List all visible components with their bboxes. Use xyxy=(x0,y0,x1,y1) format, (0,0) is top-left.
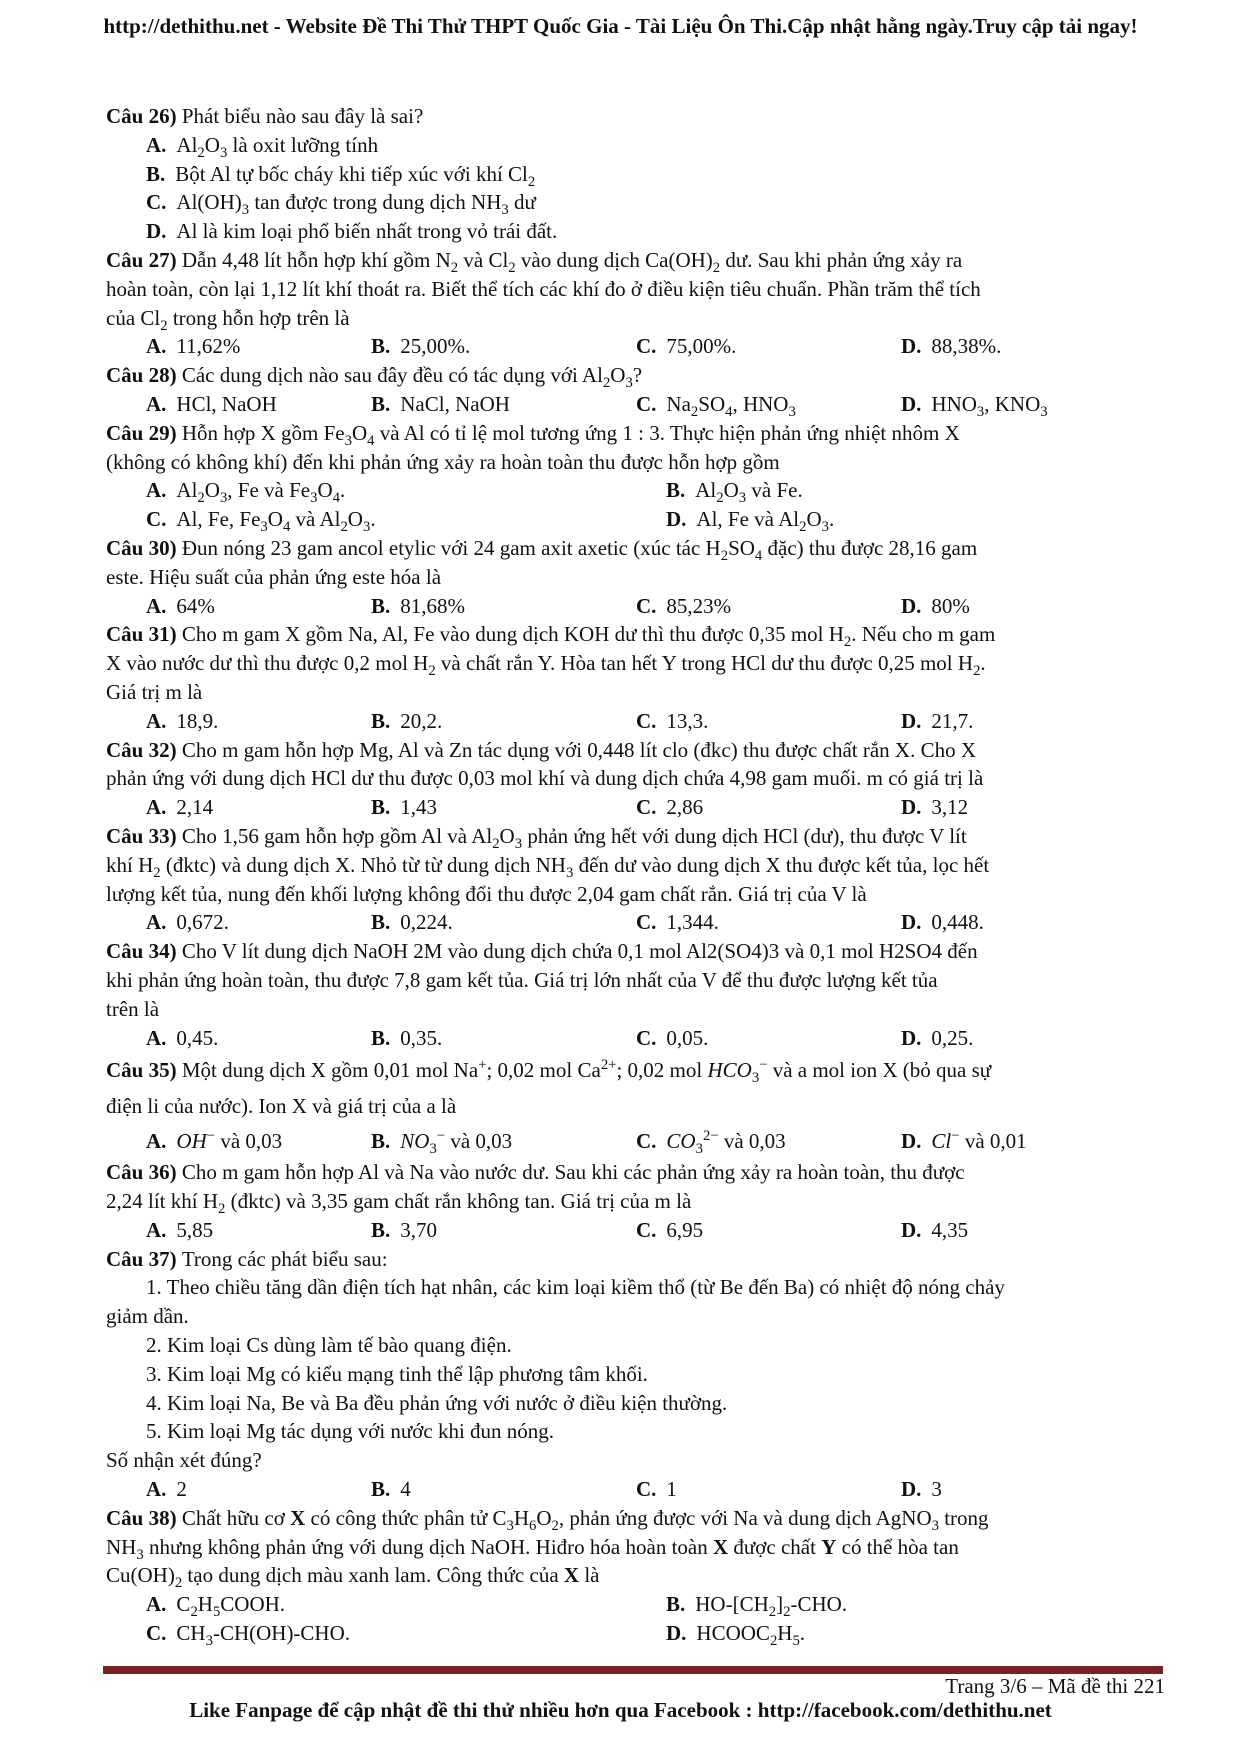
answer-option[interactable] xyxy=(666,505,1226,534)
option-text: 13,3. xyxy=(666,708,709,733)
option-row xyxy=(106,793,1166,822)
statement: 2. Kim loại Cs dùng làm tế bào quang điện. xyxy=(146,1333,512,1358)
answer-option[interactable] xyxy=(636,707,901,736)
question-block xyxy=(106,937,1166,1052)
question-text xyxy=(106,851,1166,880)
option-row xyxy=(106,592,1166,621)
option-row xyxy=(106,1124,1166,1158)
option-row xyxy=(106,1619,1166,1648)
answer-option[interactable] xyxy=(371,1024,636,1053)
question-block xyxy=(106,246,1166,361)
answer-option[interactable] xyxy=(106,332,371,361)
answer-option[interactable] xyxy=(106,160,535,189)
question-line: Dẫn 4,48 lít hỗn hợp khí gồm $N_2$ và $Cl_2$ vào dung dịch $Ca(OH)_2$ dư. Sau khi phản ứng xảy ra xyxy=(181,247,963,277)
answer-option[interactable] xyxy=(636,390,901,419)
answer-option[interactable] xyxy=(901,793,1166,822)
question-line: Hỗn hợp X gồm $Fe_3O_4$ và Al có tỉ lệ mol tương ứng 1 : 3. Thực hiện phản ứng nhiệt nhôm X xyxy=(181,420,960,449)
question-line: phản ứng với dung dịch HCl dư thu được 0,03 mol khí và dung dịch chứa 4,98 gam muối. m có giá trị là xyxy=(106,766,984,791)
question-text xyxy=(106,620,1166,649)
option-text: $Al_2O_3$, Fe và $Fe_3O_4$. xyxy=(176,478,346,507)
option-text: HCl, NaOH xyxy=(176,391,277,416)
option-text: 6,95 xyxy=(666,1217,704,1242)
statement: 1. Theo chiều tăng dần điện tích hạt nhân, các kim loại kiềm thổ (từ Be đến Ba) có nhiệt độ nóng chảy xyxy=(146,1275,1005,1300)
option-text: 21,7. xyxy=(931,708,974,733)
option-row xyxy=(106,131,1166,160)
question-line: X vào nước dư thì thu được 0,2 mol $H_2$ và chất rắn Y. Hòa tan hết Y trong HCl dư thu được 0,25 mol $H_2$. xyxy=(106,651,986,680)
question-line: Cho m gam X gồm Na, Al, Fe vào dung dịch KOH dư thì thu được 0,35 mol $H_2$. Nếu cho m gam xyxy=(181,622,996,651)
option-text: Al, Fe, $Fe_3O_4$ và $Al_2O_3$. xyxy=(176,507,376,536)
option-label: B. xyxy=(371,1129,391,1154)
question-text xyxy=(106,822,1166,851)
option-label: A. xyxy=(146,132,167,157)
option-text: 0,672. xyxy=(176,910,229,935)
option-label: D. xyxy=(146,219,167,244)
statement: 5. Kim loại Mg tác dụng với nước khi đun nóng. xyxy=(146,1419,555,1444)
answer-option[interactable] xyxy=(106,476,666,505)
answer-option[interactable] xyxy=(666,1619,1226,1648)
option-label: B. xyxy=(371,1477,391,1502)
option-row xyxy=(106,160,1166,189)
option-row xyxy=(106,1024,1166,1053)
option-label: D. xyxy=(901,910,922,935)
answer-option[interactable] xyxy=(371,592,636,621)
option-row xyxy=(106,217,1166,246)
option-text: 3,12 xyxy=(931,795,969,820)
answer-option[interactable] xyxy=(666,1590,1226,1619)
option-label: A. xyxy=(146,910,167,935)
option-label: D. xyxy=(901,1477,922,1502)
option-text: 80% xyxy=(931,593,970,618)
question-number: Câu 27) xyxy=(106,247,182,272)
question-text xyxy=(106,1245,1166,1274)
question-line: lượng kết tủa, nung đến khối lượng không đổi thu được 2,04 gam chất rắn. Giá trị của V là xyxy=(106,881,867,906)
question-line: điện li của nước). Ion X và giá trị của a là xyxy=(106,1094,457,1119)
option-label: C. xyxy=(146,1621,167,1646)
option-label: C. xyxy=(636,593,657,618)
answer-option[interactable] xyxy=(901,1216,1166,1245)
statement: giảm dần. xyxy=(106,1304,189,1329)
question-number: Câu 26) xyxy=(106,104,182,128)
option-label: B. xyxy=(666,478,686,503)
option-row xyxy=(106,476,1166,505)
option-label: D. xyxy=(666,1621,687,1646)
answer-option[interactable] xyxy=(371,707,636,736)
question-number: Câu 29) xyxy=(106,420,182,445)
option-text: 0,45. xyxy=(176,1025,219,1050)
page-info: Trang 3/6 – Mã đề thi 221 xyxy=(945,1674,1165,1698)
option-text: 1,344. xyxy=(666,910,719,935)
question-block xyxy=(106,1052,1166,1158)
option-label: A. xyxy=(146,1477,167,1502)
option-text: 1 xyxy=(666,1477,677,1502)
question-line: Cho 1,56 gam hỗn hợp gồm Al và $Al_2O_3$ phản ứng hết với dung dịch HCl (dư), thu được V lít xyxy=(181,823,967,853)
question-line: khi phản ứng hoàn toàn, thu được 7,8 gam kết tủa. Giá trị lớn nhất của V để thu được lượng kết tủa xyxy=(106,967,938,992)
option-label: B. xyxy=(666,1592,686,1617)
question-line: Trong các phát biểu sau: xyxy=(181,1246,388,1271)
question-text xyxy=(106,304,1166,333)
option-label: A. xyxy=(146,1129,167,1154)
option-label: A. xyxy=(146,1025,167,1050)
option-text: 4 xyxy=(400,1477,411,1502)
question-text xyxy=(106,448,1166,477)
question-text xyxy=(106,102,1166,131)
question-line: (không có không khí) đến khi phản ứng xảy ra hoàn toàn thu được hỗn hợp gồm xyxy=(106,449,780,474)
answer-option[interactable] xyxy=(901,1024,1166,1053)
question-text xyxy=(106,649,1166,678)
option-label: B. xyxy=(371,1217,391,1242)
option-label: A. xyxy=(146,1217,167,1242)
question-text xyxy=(106,1052,1166,1088)
question-text xyxy=(106,419,1166,448)
option-text: OH− và 0,03 xyxy=(176,1128,283,1154)
option-label: C. xyxy=(636,1217,657,1242)
option-text: 20,2. xyxy=(400,708,443,733)
option-text: 0,25. xyxy=(931,1025,974,1050)
answer-option[interactable] xyxy=(371,332,636,361)
question-number: Câu 35) xyxy=(106,1058,182,1083)
answer-option[interactable] xyxy=(901,908,1166,937)
answer-option[interactable] xyxy=(106,793,371,822)
answer-option[interactable] xyxy=(636,1124,901,1158)
question-line: Cho V lít dung dịch NaOH 2M vào dung dịch chứa 0,1 mol Al2(SO4)3 và 0,1 mol H2SO4 đến xyxy=(181,939,978,964)
option-label: C. xyxy=(636,1129,657,1154)
option-label: B. xyxy=(371,795,391,820)
answer-option[interactable] xyxy=(106,1475,371,1504)
option-row xyxy=(106,390,1166,419)
question-line: Giá trị m là xyxy=(106,679,203,704)
question-number: Câu 33) xyxy=(106,823,182,848)
question-text xyxy=(106,736,1166,765)
option-label: B. xyxy=(371,708,391,733)
question-line: Cho m gam hỗn hợp Al và Na vào nước dư. Sau khi các phản ứng xảy ra hoàn toàn, thu được xyxy=(181,1160,965,1185)
option-label: C. xyxy=(636,795,657,820)
answer-option[interactable] xyxy=(106,1024,371,1053)
option-label: D. xyxy=(901,1129,922,1154)
option-text: $Na_2SO_4$, $HNO_3$ xyxy=(666,391,796,421)
question-block xyxy=(106,102,1166,246)
option-text: 75,00%. xyxy=(666,334,737,359)
answer-option[interactable] xyxy=(106,188,536,217)
answer-option[interactable] xyxy=(106,131,378,160)
answer-option[interactable] xyxy=(636,908,901,937)
option-text: 5,85 xyxy=(176,1217,214,1242)
option-label: D. xyxy=(901,708,922,733)
question-line: Các dung dịch nào sau đây đều có tác dụng với $Al_2O_3$? xyxy=(181,363,643,392)
answer-option[interactable] xyxy=(106,505,666,534)
question-prompt: Số nhận xét đúng? xyxy=(106,1448,262,1473)
statement: 3. Kim loại Mg có kiểu mạng tinh thể lập phương tâm khối. xyxy=(146,1361,648,1386)
option-label: D. xyxy=(901,391,922,416)
option-text: 3,70 xyxy=(400,1217,438,1242)
answer-option[interactable] xyxy=(106,390,371,419)
option-text: 88,38%. xyxy=(931,334,1002,359)
question-text xyxy=(106,1504,1166,1533)
question-line: $NH_3$ nhưng không phản ứng với dung dịch NaOH. Hiđro hóa hoàn toàn X được chất Y có thể hòa tan xyxy=(106,1534,959,1563)
question-block xyxy=(106,620,1166,735)
option-label: A. xyxy=(146,1592,167,1617)
option-text: NaCl, NaOH xyxy=(400,391,510,416)
option-label: C. xyxy=(636,1477,657,1502)
answer-option[interactable] xyxy=(901,1475,1166,1504)
answer-option[interactable] xyxy=(636,332,901,361)
option-label: C. xyxy=(636,391,657,416)
question-number: Câu 31) xyxy=(106,622,182,647)
question-line: hoàn toàn, còn lại 1,12 lít khí thoát ra. Biết thể tích các khí đo ở điều kiện tiêu chuẩn. Phần trăm thể tích xyxy=(106,276,981,301)
question-text xyxy=(106,563,1166,592)
option-text: 3 xyxy=(931,1477,942,1502)
answer-option[interactable] xyxy=(371,1124,636,1158)
option-text: $Al(OH)_3$ tan được trong dung dịch $NH_3$ dư xyxy=(176,190,536,219)
option-label: D. xyxy=(901,334,922,359)
option-text: $CO_3^{2-}$ và 0,03 xyxy=(666,1128,786,1158)
page-header: http://dethithu.net - Website Đề Thi Thử THPT Quốc Gia - Tài Liệu Ôn Thi.Cập nhật hằng ngày.Truy cập tải ngay! xyxy=(103,14,1138,38)
question-line: Chất hữu cơ X có công thức phân tử $C_3H_6O_2$, phản ứng được với Na và dung dịch AgNO$_3$ trong xyxy=(181,1505,989,1535)
question-number: Câu 34) xyxy=(106,939,182,964)
answer-option[interactable] xyxy=(106,908,371,937)
option-text: 0,448. xyxy=(931,910,984,935)
answer-option[interactable] xyxy=(371,1216,636,1245)
option-label: A. xyxy=(146,334,167,359)
answer-option[interactable] xyxy=(636,592,901,621)
option-text: $NO_3^-$ và 0,03 xyxy=(400,1128,513,1158)
question-text xyxy=(106,966,1166,995)
answer-option[interactable] xyxy=(901,332,1166,361)
answer-option[interactable] xyxy=(636,793,901,822)
option-label: C. xyxy=(636,708,657,733)
option-label: B. xyxy=(371,910,391,935)
question-line: Một dung dịch X gồm 0,01 mol Na+; 0,02 mol $Ca^{2+}$; 0,02 mol $HCO_3^-$ và a mol ion X (bỏ qua sự xyxy=(181,1057,992,1087)
option-label: C. xyxy=(636,334,657,359)
answer-option[interactable] xyxy=(371,908,636,937)
option-text: 81,68% xyxy=(400,593,466,618)
option-text: Bột Al tự bốc cháy khi tiếp xúc với khí $Cl_2$ xyxy=(175,161,536,190)
option-label: D. xyxy=(901,593,922,618)
option-text: $C_2H_5COOH$. xyxy=(176,1592,286,1621)
option-label: D. xyxy=(901,1025,922,1050)
question-block xyxy=(106,1158,1166,1244)
option-text: $CH_3-CH(OH)$-CHO. xyxy=(176,1621,351,1650)
option-label: C. xyxy=(636,910,657,935)
option-label: B. xyxy=(371,593,391,618)
option-text: 64% xyxy=(176,593,215,618)
answer-option[interactable] xyxy=(901,592,1166,621)
question-text xyxy=(106,1533,1166,1562)
question-number: Câu 32) xyxy=(106,737,182,762)
answer-option[interactable] xyxy=(901,390,1166,419)
question-list xyxy=(106,102,1166,1648)
option-text: $Al_2O_3$ là oxit lưỡng tính xyxy=(176,132,379,161)
question-line: este. Hiệu suất của phản ứng este hóa là xyxy=(106,564,442,589)
answer-option[interactable] xyxy=(636,1024,901,1053)
option-row xyxy=(106,707,1166,736)
option-label: D. xyxy=(901,1217,922,1242)
option-text: 0,35. xyxy=(400,1025,443,1050)
question-text xyxy=(106,937,1166,966)
option-row xyxy=(106,908,1166,937)
question-text xyxy=(106,534,1166,563)
answer-option[interactable] xyxy=(371,390,636,419)
option-text: 18,9. xyxy=(176,708,219,733)
question-text xyxy=(106,246,1166,275)
option-row xyxy=(106,1590,1166,1619)
question-text xyxy=(106,880,1166,909)
question-block xyxy=(106,419,1166,534)
answer-option[interactable] xyxy=(666,476,1226,505)
question-block xyxy=(106,361,1166,419)
option-text: 25,00%. xyxy=(400,334,471,359)
option-text: $HNO_3$, $KNO_3$ xyxy=(931,391,1048,421)
answer-option[interactable] xyxy=(106,707,371,736)
answer-option[interactable] xyxy=(371,1475,636,1504)
answer-option[interactable] xyxy=(636,1475,901,1504)
answer-option[interactable] xyxy=(106,1124,371,1158)
question-number: Câu 37) xyxy=(106,1246,182,1271)
question-block xyxy=(106,822,1166,937)
option-text: $Al_2O_3$ và Fe. xyxy=(695,478,803,507)
question-block xyxy=(106,1504,1166,1648)
option-label: A. xyxy=(146,795,167,820)
option-label: A. xyxy=(146,391,167,416)
answer-option[interactable] xyxy=(901,707,1166,736)
option-row xyxy=(106,332,1166,361)
option-label: A. xyxy=(146,708,167,733)
question-text xyxy=(106,1158,1166,1187)
answer-option[interactable] xyxy=(106,1590,666,1619)
question-line: trên là xyxy=(106,996,160,1021)
question-number: Câu 36) xyxy=(106,1160,182,1185)
option-label: D. xyxy=(666,507,687,532)
option-text: 0,224. xyxy=(400,910,453,935)
option-row xyxy=(106,1216,1166,1245)
answer-option[interactable] xyxy=(106,592,371,621)
footer-divider xyxy=(103,1666,1163,1674)
option-text: $HCOOC_2H_5$. xyxy=(696,1621,806,1650)
option-label: B. xyxy=(371,391,391,416)
question-text xyxy=(106,764,1166,793)
question-text xyxy=(106,1088,1166,1124)
question-number: Câu 38) xyxy=(106,1505,182,1530)
question-text xyxy=(106,275,1166,304)
question-line: $Cu(OH)_2$ tạo dung dịch màu xanh lam. Công thức của X là xyxy=(106,1563,600,1592)
answer-option[interactable] xyxy=(106,1619,666,1648)
option-text: 4,35 xyxy=(931,1217,969,1242)
answer-option[interactable] xyxy=(636,1216,901,1245)
option-label: C. xyxy=(146,507,167,532)
option-text: 2,14 xyxy=(176,795,214,820)
option-text: 2,86 xyxy=(666,795,704,820)
answer-option[interactable] xyxy=(901,1124,1166,1158)
question-line: của $Cl_2$ trong hỗn hợp trên là xyxy=(106,305,350,334)
question-text xyxy=(106,361,1166,390)
option-label: B. xyxy=(371,1025,391,1050)
option-text: Al, Fe và $Al_2O_3$. xyxy=(696,507,835,536)
option-row xyxy=(106,1475,1166,1504)
option-text: Al là kim loại phổ biến nhất trong vỏ trái đất. xyxy=(176,219,558,244)
answer-option[interactable] xyxy=(106,1216,371,1245)
option-label: B. xyxy=(371,334,391,359)
option-label: A. xyxy=(146,593,167,618)
answer-option[interactable] xyxy=(371,793,636,822)
option-label: C. xyxy=(146,190,167,215)
question-block xyxy=(106,1245,1166,1504)
option-text: $HO-[CH_2]_2$-CHO. xyxy=(695,1592,848,1621)
question-line: Đun nóng 23 gam ancol etylic với 24 gam axit axetic (xúc tác $H_2SO_4$ đặc) thu được 28,16 gam xyxy=(181,535,978,565)
option-text: 1,43 xyxy=(400,795,438,820)
option-label: C. xyxy=(636,1025,657,1050)
question-text xyxy=(106,1187,1166,1216)
question-line: khí $H_2$ (đktc) và dung dịch X. Nhỏ từ từ dung dịch $NH_3$ đến dư vào dung dịch X thu được kết tủa, lọc hết xyxy=(106,852,990,881)
option-text: Cl− và 0,01 xyxy=(931,1128,1027,1154)
question-number: Câu 30) xyxy=(106,535,182,560)
option-row xyxy=(106,188,1166,217)
option-row xyxy=(106,505,1166,534)
question-number: Câu 28) xyxy=(106,363,182,388)
question-text xyxy=(106,995,1166,1024)
statement: 4. Kim loại Na, Be và Ba đều phản ứng với nước ở điều kiện thường. xyxy=(146,1390,728,1415)
option-text: 85,23% xyxy=(666,593,732,618)
option-label: A. xyxy=(146,478,167,503)
option-text: 11,62% xyxy=(176,334,241,359)
option-text: 0,05. xyxy=(666,1025,709,1050)
question-block xyxy=(106,534,1166,620)
question-line: 2,24 lít khí $H_2$ (đktc) và 3,35 gam chất rắn không tan. Giá trị của m là xyxy=(106,1189,692,1218)
question-text xyxy=(106,1561,1166,1590)
answer-option[interactable] xyxy=(106,217,557,246)
question-line: Phát biểu nào sau đây là sai? xyxy=(181,104,424,128)
question-block xyxy=(106,736,1166,822)
question-text xyxy=(106,678,1166,707)
option-text: 2 xyxy=(176,1477,187,1502)
option-label: B. xyxy=(146,161,166,186)
question-line: Cho m gam hỗn hợp Mg, Al và Zn tác dụng với 0,448 lít clo (đkc) thu được chất rắn X. Cho X xyxy=(181,737,977,762)
page-footer: Like Fanpage để cập nhật đề thi thử nhiều hơn qua Facebook : http://facebook.com/dethithu.net xyxy=(189,1698,1052,1722)
option-label: D. xyxy=(901,795,922,820)
